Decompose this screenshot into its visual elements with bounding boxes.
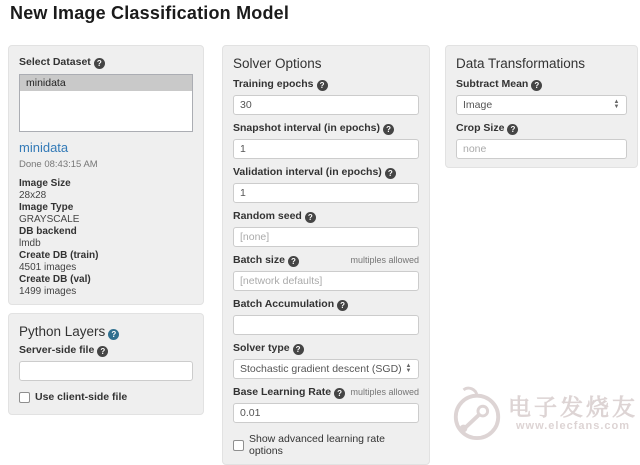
info-row (19, 274, 193, 298)
info-row (19, 250, 193, 274)
solver-type-label: Solver type ? (233, 342, 304, 355)
info-label: Create DB (train) (19, 250, 99, 261)
server-side-file-input[interactable] (19, 361, 193, 381)
help-icon[interactable]: ? (383, 124, 394, 135)
base-learning-rate-label: Base Learning Rate ? (233, 386, 345, 399)
watermark-brand: 电子发烧友 (508, 393, 638, 420)
crop-size-input[interactable] (456, 139, 627, 159)
validation-interval-input[interactable] (233, 183, 419, 203)
advanced-lr-options-row[interactable] (233, 433, 419, 457)
left-column (8, 45, 204, 415)
random-seed-label: Random seed ? (233, 210, 316, 223)
info-row (19, 226, 193, 250)
batch-size-label: Batch size ? (233, 254, 299, 267)
help-icon[interactable]: ? (334, 388, 345, 399)
subtract-mean-select[interactable] (456, 95, 627, 115)
crop-size-label: Crop Size ? (456, 122, 518, 135)
training-epochs-label: Training epochs ? (233, 78, 328, 91)
help-icon[interactable]: ? (305, 212, 316, 223)
training-epochs-input[interactable] (233, 95, 419, 115)
page-title: New Image Classification Model (10, 3, 290, 23)
help-icon[interactable]: ? (531, 80, 542, 91)
advanced-lr-options-label: Show advanced learning rate options (249, 433, 386, 457)
info-row (19, 178, 193, 202)
dataset-link[interactable]: minidata (19, 140, 69, 155)
use-client-side-file-label: Use client-side file (35, 391, 128, 403)
help-icon[interactable]: ? (94, 58, 105, 69)
dataset-status: Done 08:43:15 AM (19, 159, 98, 170)
help-icon[interactable]: ? (288, 256, 299, 267)
solver-options-title: Solver Options (233, 56, 322, 71)
info-value: GRAYSCALE (19, 214, 80, 225)
help-icon[interactable]: ? (293, 344, 304, 355)
info-label: Image Type (19, 202, 74, 213)
base-learning-rate-input[interactable] (233, 403, 419, 423)
multiples-allowed-note: multiples allowed (350, 255, 419, 265)
info-row (19, 202, 193, 226)
select-stepper-icon: ▲ ▼ (405, 363, 412, 374)
batch-accumulation-input[interactable] (233, 315, 419, 335)
multiples-allowed-note: multiples allowed (350, 387, 419, 397)
batch-accumulation-label: Batch Accumulation ? (233, 298, 348, 311)
info-value: 1499 images (19, 286, 77, 297)
select-dataset-label: Select Dataset ? (19, 56, 105, 69)
help-icon[interactable]: ? (507, 124, 518, 135)
dataset-info-list (19, 178, 193, 298)
watermark (450, 384, 638, 442)
select-stepper-icon: ▲ ▼ (613, 99, 620, 110)
batch-size-input[interactable] (233, 271, 419, 291)
help-icon[interactable]: ? (317, 80, 328, 91)
info-label: DB backend (19, 226, 77, 237)
solver-type-value: Stochastic gradient descent (SGD) (240, 363, 402, 375)
solver-options-panel (222, 45, 430, 465)
help-icon[interactable]: ? (108, 329, 119, 340)
info-value: 28x28 (19, 190, 47, 201)
subtract-mean-label: Subtract Mean ? (456, 78, 542, 91)
data-transformations-panel (445, 45, 638, 168)
python-layers-panel (8, 313, 204, 415)
info-label: Create DB (val) (19, 274, 91, 285)
snapshot-interval-label: Snapshot interval (in epochs) ? (233, 122, 394, 135)
solver-type-select[interactable] (233, 359, 419, 379)
elecfans-logo-icon (450, 384, 504, 442)
checkbox-icon[interactable] (233, 440, 244, 451)
dataset-option-minidata[interactable]: minidata (20, 75, 192, 91)
data-transformations-title: Data Transformations (456, 56, 586, 71)
right-column (445, 45, 638, 168)
random-seed-input[interactable] (233, 227, 419, 247)
help-icon[interactable]: ? (337, 300, 348, 311)
watermark-text (508, 394, 638, 433)
validation-interval-label: Validation interval (in epochs) ? (233, 166, 396, 179)
server-side-file-label: Server-side file ? (19, 344, 108, 357)
snapshot-interval-input[interactable] (233, 139, 419, 159)
dataset-listbox[interactable] (19, 74, 193, 132)
info-value: lmdb (19, 238, 41, 249)
watermark-url: www.elecfans.com (515, 419, 631, 432)
python-layers-title: Python Layers ? (19, 324, 193, 340)
help-icon[interactable]: ? (385, 168, 396, 179)
subtract-mean-value: Image (463, 99, 493, 111)
middle-column (222, 45, 430, 465)
use-client-side-file-row[interactable] (19, 391, 193, 403)
help-icon[interactable]: ? (97, 346, 108, 357)
select-dataset-panel (8, 45, 204, 305)
info-label: Image Size (19, 178, 71, 189)
info-value: 4501 images (19, 262, 77, 273)
checkbox-icon[interactable] (19, 392, 30, 403)
